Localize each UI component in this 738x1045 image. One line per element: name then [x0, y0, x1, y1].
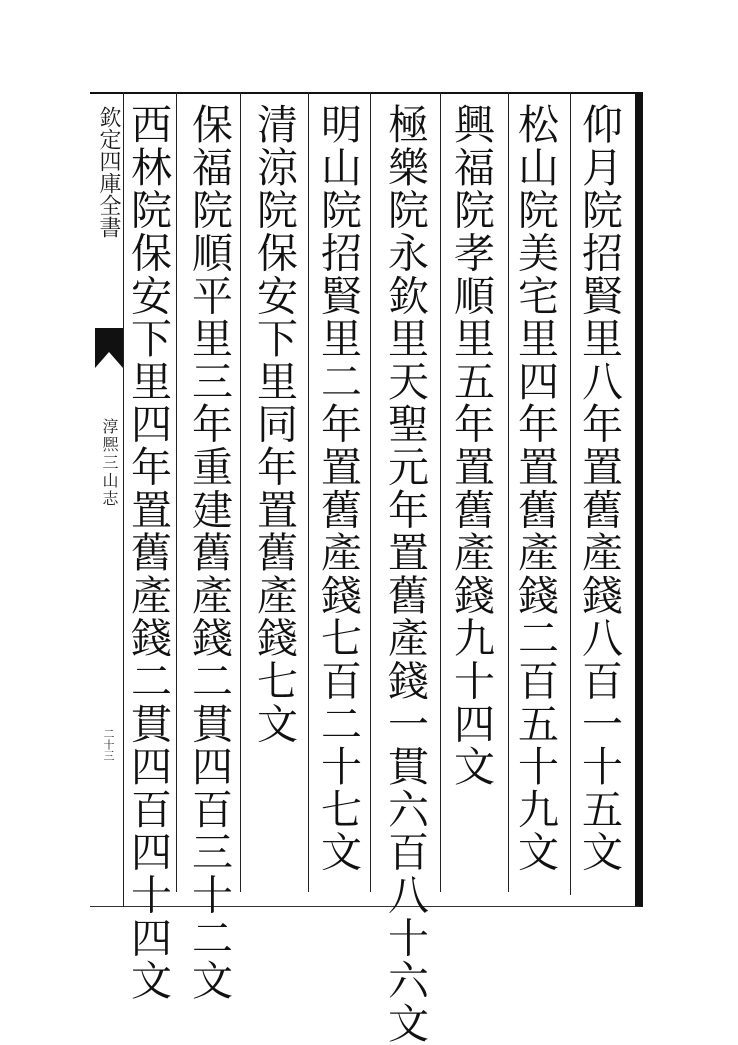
- text-column: 清涼院保安下里同年置舊產錢七文: [250, 103, 298, 745]
- text-column: 明山院招賢里二年置舊產錢七百二十七文: [314, 103, 362, 874]
- fishtail-mark-icon: [95, 328, 123, 368]
- column-rule: [440, 92, 441, 892]
- column-rule: [508, 92, 509, 892]
- text-column: 松山院美宅里四年置舊產錢二百五十九文: [511, 103, 559, 874]
- text-column: 極樂院永欽里天聖元年置舊產錢一貫六百八十六文: [381, 103, 429, 1045]
- text-column: 西林院保安下里四年置舊產錢二貫四百四十四文: [124, 103, 172, 1002]
- banxin-header: 欽定四庫全書: [96, 106, 121, 238]
- text-column: 仰月院招賢里八年置舊產錢八百一十五文: [575, 103, 623, 874]
- text-column: 保福院順平里三年重建舊產錢二貫四百三十二文: [185, 103, 233, 1002]
- banxin: [95, 92, 123, 907]
- page-number: 二十三: [102, 728, 115, 761]
- column-rule: [570, 92, 571, 895]
- column-rule: [370, 92, 371, 892]
- column-rule: [240, 92, 241, 892]
- text-column: 興福院孝順里五年置舊產錢九十四文: [447, 103, 495, 788]
- page-frame: [90, 92, 643, 907]
- banxin-title: 淳熈三山志: [100, 418, 119, 508]
- column-rule: [308, 92, 309, 892]
- column-rule: [176, 92, 177, 892]
